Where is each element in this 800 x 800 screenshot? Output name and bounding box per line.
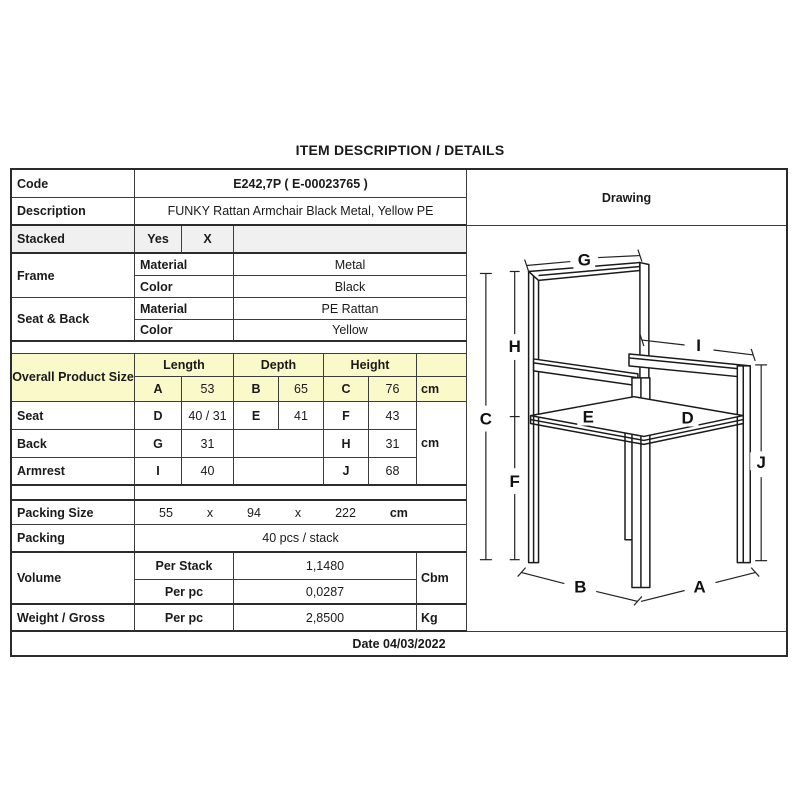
dim-label-F: F bbox=[509, 472, 520, 492]
seat-key-F: F bbox=[324, 402, 369, 430]
armrest-row-label: Armrest bbox=[12, 458, 135, 486]
weight-value: 2,8500 bbox=[234, 605, 417, 632]
seat-val-F: 43 bbox=[369, 402, 417, 430]
size-col-depth: Depth bbox=[234, 354, 324, 377]
spacer-cell-left bbox=[12, 486, 135, 501]
size-col-height: Height bbox=[324, 354, 417, 377]
packing-size-v1: 55 bbox=[159, 505, 173, 520]
size-overall-key-C: C bbox=[324, 377, 369, 402]
page-title: ITEM DESCRIPTION / DETAILS bbox=[295, 142, 505, 158]
dim-label-H: H bbox=[508, 336, 521, 356]
size-col-length: Length bbox=[135, 354, 234, 377]
size-rows-unit: cm bbox=[417, 402, 467, 486]
volume-label: Volume bbox=[12, 553, 135, 605]
spacer-cell-right bbox=[135, 486, 467, 501]
stacked-yes: Yes bbox=[135, 226, 182, 254]
seat-row-label: Seat bbox=[12, 402, 135, 430]
seatback-color-value: Yellow bbox=[234, 320, 467, 342]
seatback-material-value: PE Rattan bbox=[234, 298, 467, 320]
packing-label: Packing bbox=[12, 525, 135, 553]
armrest-key-J: J bbox=[324, 458, 369, 486]
dim-label-D: D bbox=[681, 408, 694, 428]
packing-size-sep2: x bbox=[294, 505, 302, 520]
weight-unit: Kg bbox=[417, 605, 467, 632]
armrest-depth-empty bbox=[234, 458, 324, 486]
drawing-header: Drawing bbox=[467, 170, 786, 226]
chair-technical-drawing bbox=[467, 226, 786, 631]
description-label: Description bbox=[12, 198, 135, 226]
spacer-row bbox=[12, 342, 467, 354]
back-key-H: H bbox=[324, 430, 369, 458]
stacked-label: Stacked bbox=[12, 226, 135, 254]
date-row: Date 04/03/2022 bbox=[12, 632, 786, 655]
packing-size-unit: cm bbox=[389, 505, 408, 520]
volume-unit: Cbm bbox=[417, 553, 467, 605]
back-val-H: 31 bbox=[369, 430, 417, 458]
dim-label-J: J bbox=[756, 453, 766, 473]
seatback-material-label: Material bbox=[135, 298, 234, 320]
volume-per-stack-label: Per Stack bbox=[135, 553, 234, 580]
dim-label-B: B bbox=[574, 577, 587, 597]
dim-label-E: E bbox=[582, 407, 594, 427]
code-value: E242,7P ( E-00023765 ) bbox=[135, 170, 467, 198]
seat-val-E: 41 bbox=[279, 402, 324, 430]
seatback-label: Seat & Back bbox=[12, 298, 135, 342]
packing-size-value bbox=[135, 501, 467, 525]
dim-label-A: A bbox=[693, 577, 706, 597]
armrest-key-I: I bbox=[135, 458, 182, 486]
size-overall-key-A: A bbox=[135, 377, 182, 402]
frame-material-value: Metal bbox=[234, 254, 467, 276]
back-key-G: G bbox=[135, 430, 182, 458]
dim-label-G: G bbox=[577, 250, 591, 270]
dim-label-I: I bbox=[696, 335, 701, 355]
stacked-empty-cell bbox=[234, 226, 467, 254]
stacked-mark: X bbox=[182, 226, 234, 254]
size-overall-val-A: 53 bbox=[182, 377, 234, 402]
weight-label: Weight / Gross bbox=[12, 605, 135, 632]
volume-per-stack-value: 1,1480 bbox=[234, 553, 417, 580]
volume-per-pc-label: Per pc bbox=[135, 580, 234, 605]
seat-key-E: E bbox=[234, 402, 279, 430]
size-overall-val-B: 65 bbox=[279, 377, 324, 402]
frame-label: Frame bbox=[12, 254, 135, 298]
dim-label-C: C bbox=[479, 409, 492, 429]
volume-per-pc-value: 0,0287 bbox=[234, 580, 417, 605]
frame-color-value: Black bbox=[234, 276, 467, 298]
packing-size-label: Packing Size bbox=[12, 501, 135, 525]
packing-size-v2: 94 bbox=[247, 505, 261, 520]
size-overall-val-C: 76 bbox=[369, 377, 417, 402]
frame-material-label: Material bbox=[135, 254, 234, 276]
seat-val-D: 40 / 31 bbox=[182, 402, 234, 430]
size-overall-unit: cm bbox=[417, 377, 467, 402]
size-corner-cell bbox=[417, 354, 467, 377]
packing-value: 40 pcs / stack bbox=[135, 525, 467, 553]
seatback-color-label: Color bbox=[135, 320, 234, 342]
back-val-G: 31 bbox=[182, 430, 234, 458]
frame-color-label: Color bbox=[135, 276, 234, 298]
seat-key-D: D bbox=[135, 402, 182, 430]
chair-left-armrest bbox=[534, 359, 638, 386]
weight-per-pc-label: Per pc bbox=[135, 605, 234, 632]
packing-size-sep1: x bbox=[206, 505, 214, 520]
spec-table bbox=[10, 168, 788, 657]
back-depth-empty bbox=[234, 430, 324, 458]
armrest-val-J: 68 bbox=[369, 458, 417, 486]
back-row-label: Back bbox=[12, 430, 135, 458]
drawing-area bbox=[467, 226, 786, 632]
armrest-val-I: 40 bbox=[182, 458, 234, 486]
packing-size-v3: 222 bbox=[335, 505, 356, 520]
description-value: FUNKY Rattan Armchair Black Metal, Yellow PE bbox=[135, 198, 467, 226]
size-section-label: Overall Product Size bbox=[12, 354, 135, 402]
code-label: Code bbox=[12, 170, 135, 198]
size-overall-key-B: B bbox=[234, 377, 279, 402]
